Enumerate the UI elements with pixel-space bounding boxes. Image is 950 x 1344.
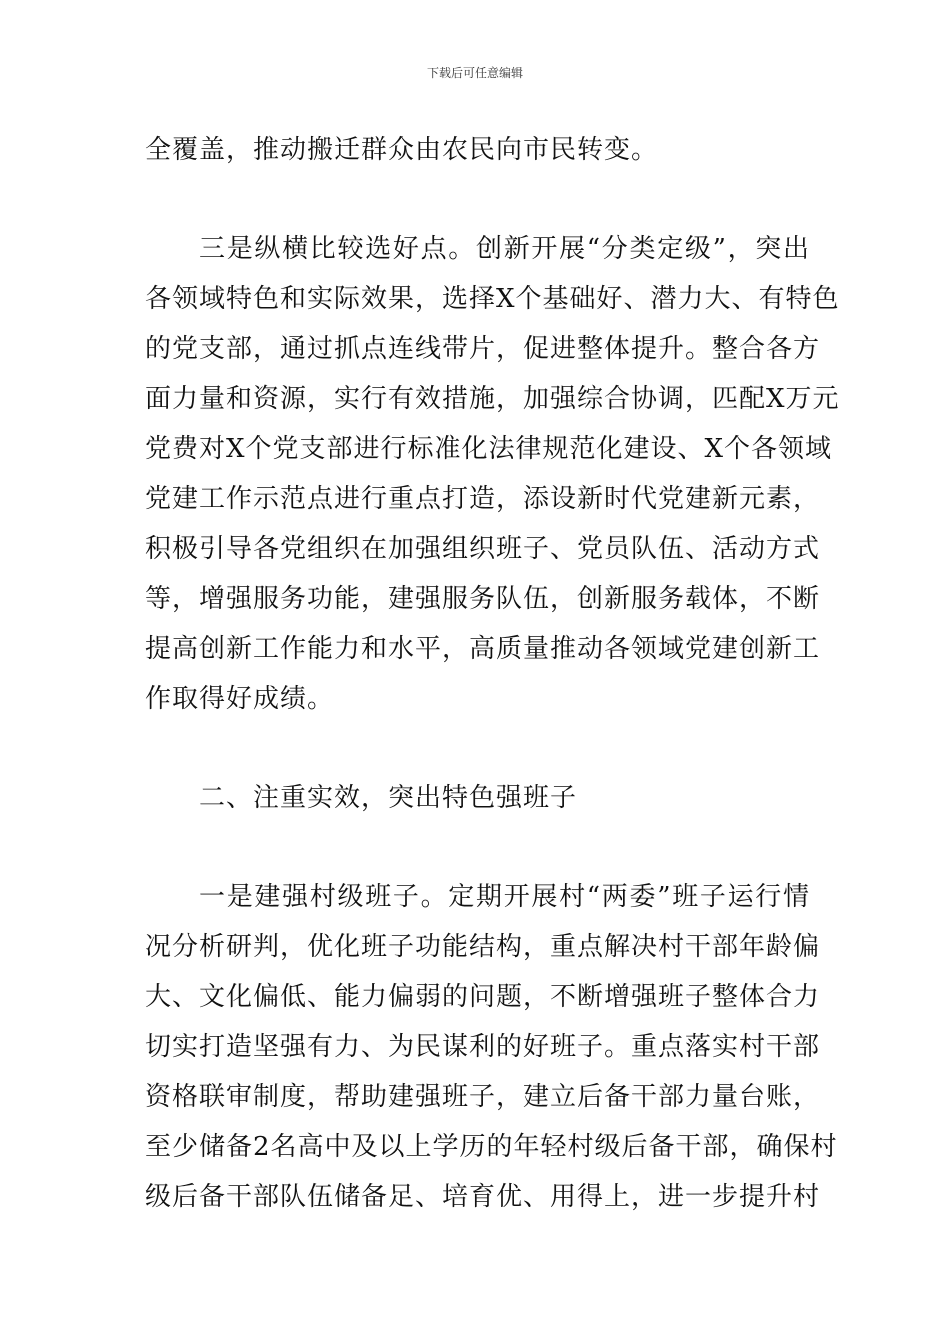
paragraph-line: 党建工作示范点进行重点打造，添设新时代党建新元素， [145, 484, 821, 514]
paragraph-line: 面力量和资源，实行有效措施，加强综合协调，匹配X万元 [145, 384, 840, 414]
section-heading: 二、注重实效，突出特色强班子 [199, 783, 578, 813]
paragraph-line: 切实打造坚强有力、为民谋利的好班子。重点落实村干部 [145, 1032, 821, 1062]
paragraph-line: 三是纵横比较选好点。创新开展“分类定级”，突出 [199, 234, 810, 264]
paragraph-line: 大、文化偏低、能力偏弱的问题，不断增强班子整体合力 [145, 982, 821, 1012]
paragraph-line: 各领域特色和实际效果，选择X个基础好、潜力大、有特色 [145, 284, 840, 314]
paragraph-line: 一是建强村级班子。定期开展村“两委”班子运行情 [199, 882, 810, 912]
paragraph-line: 况分析研判，优化班子功能结构，重点解决村干部年龄偏 [145, 932, 821, 962]
paragraph-gap [145, 724, 810, 773]
paragraph-line: 全覆盖，推动搬迁群众由农民向市民转变。 [145, 135, 659, 165]
paragraph-line: 积极引导各党组织在加强组织班子、党员队伍、活动方式 [145, 534, 821, 564]
paragraph-line: 作取得好成绩。 [145, 684, 335, 714]
paragraph-line: 至少储备2名高中及以上学历的年轻村级后备干部，确保村 [145, 1132, 838, 1162]
paragraph-line: 提高创新工作能力和水平，高质量推动各领域党建创新工 [145, 634, 821, 664]
paragraph-line: 等，增强服务功能，建强服务队伍，创新服务载体，不断 [145, 584, 821, 614]
page-header: 下载后可任意编辑 [426, 66, 523, 80]
paragraph-line: 的党支部，通过抓点连线带片，促进整体提升。整合各方 [145, 334, 821, 364]
document-body [145, 125, 840, 1222]
paragraph-gap [145, 823, 810, 872]
paragraph-line: 资格联审制度，帮助建强班子，建立后备干部力量台账， [145, 1082, 821, 1112]
paragraph-gap [145, 175, 810, 224]
paragraph-line: 党费对X个党支部进行标准化法律规范化建设、X个各领域 [145, 434, 833, 464]
paragraph-line: 级后备干部队伍储备足、培育优、用得上，进一步提升村 [145, 1182, 821, 1212]
